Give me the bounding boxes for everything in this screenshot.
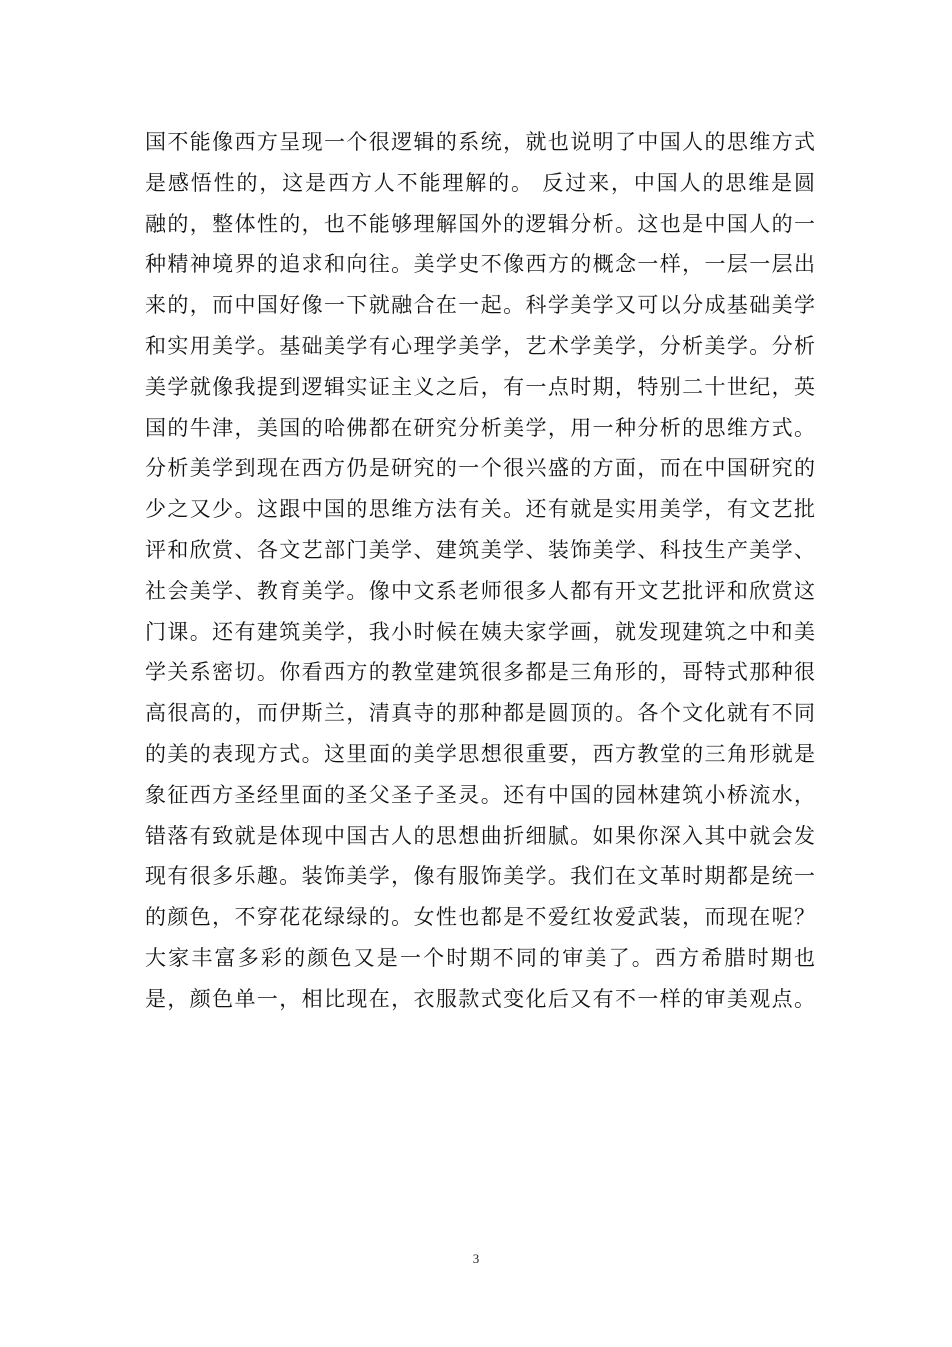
text-line: 象征西方圣经里面的圣父圣子圣灵。还有中国的园林建筑小桥流水， <box>145 782 815 807</box>
text-line: 和实用美学。基础美学有心理学美学，艺术学美学，分析美学。分析 <box>145 333 815 358</box>
page-number: 3 <box>472 1251 480 1266</box>
text-line: 大家丰富多彩的颜色又是一个时期不同的审美了。西方希腊时期也 <box>145 945 815 970</box>
text-line: 美学就像我提到逻辑实证主义之后，有一点时期，特别二十世纪，英 <box>145 374 815 399</box>
text-line: 的颜色，不穿花花绿绿的。女性也都是不爱红妆爱武装，而现在呢？ <box>145 905 815 930</box>
text-line: 高很高的，而伊斯兰，清真寺的那种都是圆顶的。各个文化就有不同 <box>145 701 815 726</box>
text-line: 错落有致就是体现中国古人的思想曲折细腻。如果你深入其中就会发 <box>145 823 815 848</box>
text-line: 种精神境界的追求和向往。美学史不像西方的概念一样，一层一层出 <box>145 252 815 277</box>
text-line: 的美的表现方式。这里面的美学思想很重要，西方教堂的三角形就是 <box>145 741 815 766</box>
text-line: 融的，整体性的，也不能够理解国外的逻辑分析。这也是中国人的一 <box>145 211 815 236</box>
body-text <box>145 122 815 1020</box>
text-line: 评和欣赏、各文艺部门美学、建筑美学、装饰美学、科技生产美学、 <box>145 537 815 562</box>
text-line: 少之又少。这跟中国的思维方法有关。还有就是实用美学，有文艺批 <box>145 497 815 522</box>
text-line: 国的牛津，美国的哈佛都在研究分析美学，用一种分析的思维方式。 <box>145 415 815 440</box>
text-line: 是感悟性的，这是西方人不能理解的。 反过来，中国人的思维是圆 <box>145 170 815 195</box>
text-line: 国不能像西方呈现一个很逻辑的系统，就也说明了中国人的思维方式 <box>145 130 815 154</box>
text-line: 现有很多乐趣。装饰美学，像有服饰美学。我们在文革时期都是统一 <box>145 864 815 889</box>
text-line: 门课。还有建筑美学，我小时候在姨夫家学画，就发现建筑之中和美 <box>145 619 815 644</box>
text-line: 分析美学到现在西方仍是研究的一个很兴盛的方面，而在中国研究的 <box>145 456 815 481</box>
text-line: 学关系密切。你看西方的教堂建筑很多都是三角形的，哥特式那种很 <box>145 660 815 685</box>
text-line: 社会美学、教育美学。像中文系老师很多人都有开文艺批评和欣赏这 <box>145 578 815 603</box>
text-line: 来的，而中国好像一下就融合在一起。科学美学又可以分成基础美学 <box>145 293 815 318</box>
text-line: 是，颜色单一，相比现在，衣服款式变化后又有不一样的审美观点。 <box>145 986 815 1011</box>
